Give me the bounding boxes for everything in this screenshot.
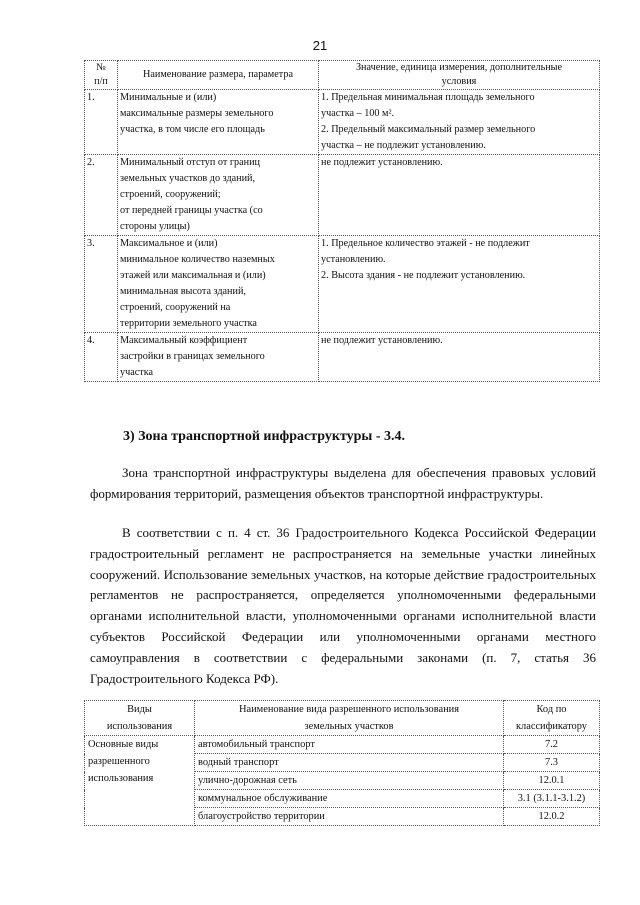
row-num: 4. xyxy=(85,333,118,382)
header-num xyxy=(85,61,118,90)
header-use-name xyxy=(195,701,504,736)
use-code: 3.1 (3.1.1-3.1.2) xyxy=(504,790,600,808)
header-name: Наименование размера, параметра xyxy=(118,61,319,90)
row-name-line: минимальная высота зданий, xyxy=(120,286,246,297)
header-value-line2: условия xyxy=(441,76,477,87)
paragraph-legal-basis: В соответствии с п. 4 ст. 36 Градостроительного Кодекса Российской Федерации градостроительный регламент не распространяется на земельные участки линейных сооружений. Использование земельных участков, на которые действие градостроительных регламентов не распространяется, определяется уполномоченными федеральными органами исполнительной власти, уполномоченными органами исполнительной власти субъектов Российской Федерации или уполномоченными органами местного самоуправления в соответствии с федеральными законами (п. 7, статья 36 Градостроительного Кодекса РФ). xyxy=(90,525,596,686)
header-code xyxy=(504,701,600,736)
row-value-line: не подлежит установлению. xyxy=(321,157,443,168)
use-code: 12.0.2 xyxy=(504,808,600,826)
header-code-line1: Код по xyxy=(536,704,567,715)
row-value xyxy=(319,236,600,333)
row-name-line: застройки в границах земельного xyxy=(120,351,265,362)
row-name-line: стороны улицы) xyxy=(120,221,190,232)
table-row xyxy=(85,333,600,382)
page-number: 21 xyxy=(312,38,328,53)
row-value-line: участка – не подлежит установлению. xyxy=(321,140,486,151)
header-num-line1: № xyxy=(96,62,106,73)
header-use-name-line2: земельных участков xyxy=(304,721,394,732)
row-name-line: территории земельного участка xyxy=(120,318,257,329)
header-kind-line1: Виды xyxy=(127,704,152,715)
row-name xyxy=(118,236,319,333)
row-name-line: строений, сооружений; xyxy=(120,189,221,200)
paragraph-zone-purpose: Зона транспортной инфраструктуры выделена для обеспечения правовых условий формирования территорий, размещения объектов транспортной инфраструктуры. xyxy=(90,465,596,501)
row-name xyxy=(118,90,319,155)
row-name-line: от передней границы участка (со xyxy=(120,205,263,216)
use-name: улично-дорожная сеть xyxy=(195,772,504,790)
header-num-line2: п/п xyxy=(94,76,108,87)
row-name-line: Минимальный отступ от границ xyxy=(120,157,261,168)
row-name-line: Максимальный коэффициент xyxy=(120,335,248,346)
table-row xyxy=(85,736,600,754)
row-name-line: минимальное количество наземных xyxy=(120,254,275,265)
header-code-line2: классификатору xyxy=(515,721,587,732)
group-label-line: разрешенного xyxy=(88,756,150,767)
group-label-basic-uses xyxy=(85,736,195,826)
permitted-use-header xyxy=(85,701,600,736)
row-name xyxy=(118,333,319,382)
row-name-line: этажей или максимальная и (или) xyxy=(120,270,266,281)
header-kind-line2: использования xyxy=(106,721,173,732)
group-label-line: Основные виды xyxy=(88,739,159,750)
row-name-line: строений, сооружений на xyxy=(120,302,231,313)
row-value-line: участка – 100 м². xyxy=(321,108,395,119)
use-name: автомобильный транспорт xyxy=(195,736,504,754)
table-row xyxy=(85,155,600,236)
row-value-line: не подлежит установлению. xyxy=(321,335,443,346)
group-label-line: использования xyxy=(88,773,154,784)
row-value xyxy=(319,90,600,155)
row-value-line: 1. Предельная минимальная площадь земельного xyxy=(321,92,535,103)
use-code: 12.0.1 xyxy=(504,772,600,790)
use-name: коммунальное обслуживание xyxy=(195,790,504,808)
header-use-name-line1: Наименование вида разрешенного использования xyxy=(239,704,459,715)
row-value xyxy=(319,155,600,236)
use-code: 7.2 xyxy=(504,736,600,754)
row-name-line: максимальные размеры земельного xyxy=(120,108,274,119)
row-name-line: участка, в том числе его площадь xyxy=(120,124,265,135)
header-value-line1: Значение, единица измерения, дополнительные xyxy=(355,62,563,73)
row-value-line: 1. Предельное количество этажей - не подлежит xyxy=(321,238,530,249)
row-name-line: земельных участков до зданий, xyxy=(120,173,256,184)
row-value-line: установлению. xyxy=(321,254,386,265)
row-name-line: участка xyxy=(120,367,154,378)
row-num: 3. xyxy=(85,236,118,333)
row-value xyxy=(319,333,600,382)
use-name: благоустройство территории xyxy=(195,808,504,826)
row-num: 1. xyxy=(85,90,118,155)
table-row xyxy=(85,236,600,333)
use-code: 7.3 xyxy=(504,754,600,772)
parameters-table-header xyxy=(85,61,600,90)
header-value xyxy=(319,61,600,90)
row-value-line: 2. Высота здания - не подлежит установлению. xyxy=(321,270,526,281)
header-kind xyxy=(85,701,195,736)
row-num: 2. xyxy=(85,155,118,236)
row-name-line: Минимальные и (или) xyxy=(120,92,217,103)
table-row xyxy=(85,90,600,155)
section-title: 3) Зона транспортной инфраструктуры - 3.4. xyxy=(123,429,406,444)
row-value-line: 2. Предельный максимальный размер земельного xyxy=(321,124,536,135)
permitted-use-table xyxy=(84,700,600,826)
row-name-line: Максимальное и (или) xyxy=(120,238,218,249)
row-name xyxy=(118,155,319,236)
use-name: водный транспорт xyxy=(195,754,504,772)
parameters-table xyxy=(84,60,600,382)
